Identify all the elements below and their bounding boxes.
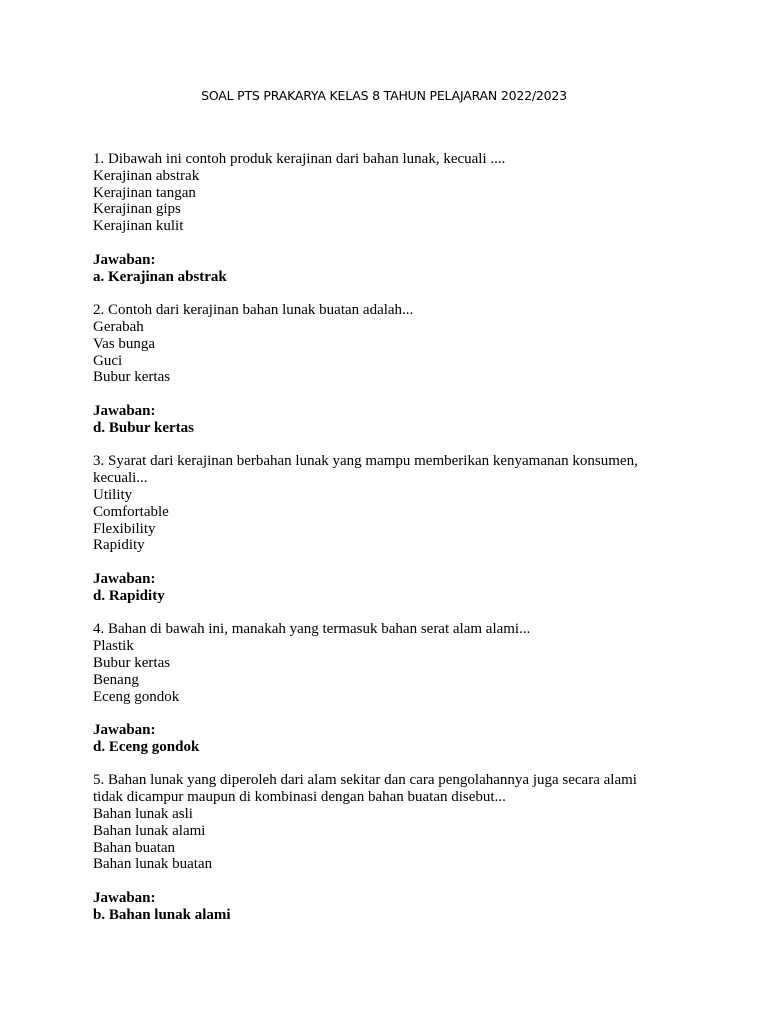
answer-text: d. Eceng gondok	[93, 738, 200, 755]
answer-block	[93, 890, 683, 924]
question-text: 3. Syarat dari kerajinan berbahan lunak yang mampu memberikan kenyamanan konsumen,	[93, 453, 638, 470]
question-4	[93, 621, 683, 755]
option: Benang	[93, 671, 139, 688]
answer-block	[93, 571, 683, 605]
option: Bahan lunak asli	[93, 806, 193, 823]
question-text: 5. Bahan lunak yang diperoleh dari alam sekitar dan cara pengolahannya juga secara alami	[93, 772, 637, 789]
answer-label: Jawaban:	[93, 570, 156, 587]
answer-block	[93, 403, 683, 437]
question-5	[93, 772, 683, 923]
question-3	[93, 453, 683, 604]
answer-text: a. Kerajinan abstrak	[93, 268, 227, 285]
answer-text: d. Bubur kertas	[93, 419, 195, 436]
option: Guci	[93, 352, 123, 369]
answer-label: Jawaban:	[93, 251, 156, 268]
option: Vas bunga	[93, 335, 156, 352]
option: Plastik	[93, 638, 134, 655]
question-text-continued: kecuali...	[93, 470, 148, 487]
answer-block	[93, 722, 683, 756]
option: Bubur kertas	[93, 369, 171, 386]
question-text-continued: tidak dicampur maupun di kombinasi dengan bahan buatan disebut...	[93, 789, 506, 806]
question-list	[93, 151, 683, 940]
question-text: 2. Contoh dari kerajinan bahan lunak buatan adalah...	[93, 302, 414, 319]
answer-label: Jawaban:	[93, 890, 156, 907]
answer-text: b. Bahan lunak alami	[93, 906, 231, 923]
option: Utility	[93, 486, 133, 503]
option: Kerajinan kulit	[93, 218, 184, 235]
option: Bahan buatan	[93, 839, 176, 856]
document-title: SOAL PTS PRAKARYA KELAS 8 TAHUN PELAJARAN 2022/2023	[201, 88, 567, 103]
option: Flexibility	[93, 520, 156, 537]
option: Kerajinan abstrak	[93, 167, 200, 184]
question-1	[93, 151, 683, 285]
question-2	[93, 302, 683, 436]
answer-text: d. Rapidity	[93, 587, 165, 604]
option: Eceng gondok	[93, 688, 180, 705]
option: Gerabah	[93, 318, 144, 335]
option: Bubur kertas	[93, 654, 171, 671]
option: Kerajinan tangan	[93, 184, 196, 201]
question-text: 1. Dibawah ini contoh produk kerajinan dari bahan lunak, kecuali ....	[93, 151, 506, 167]
option: Bahan lunak buatan	[93, 856, 213, 873]
option: Bahan lunak alami	[93, 822, 206, 839]
option: Kerajinan gips	[93, 201, 181, 218]
option: Rapidity	[93, 537, 145, 554]
question-text: 4. Bahan di bawah ini, manakah yang termasuk bahan serat alam alami...	[93, 621, 531, 638]
answer-block	[93, 252, 683, 286]
option: Comfortable	[93, 503, 169, 520]
answer-label: Jawaban:	[93, 722, 156, 739]
answer-label: Jawaban:	[93, 402, 156, 419]
